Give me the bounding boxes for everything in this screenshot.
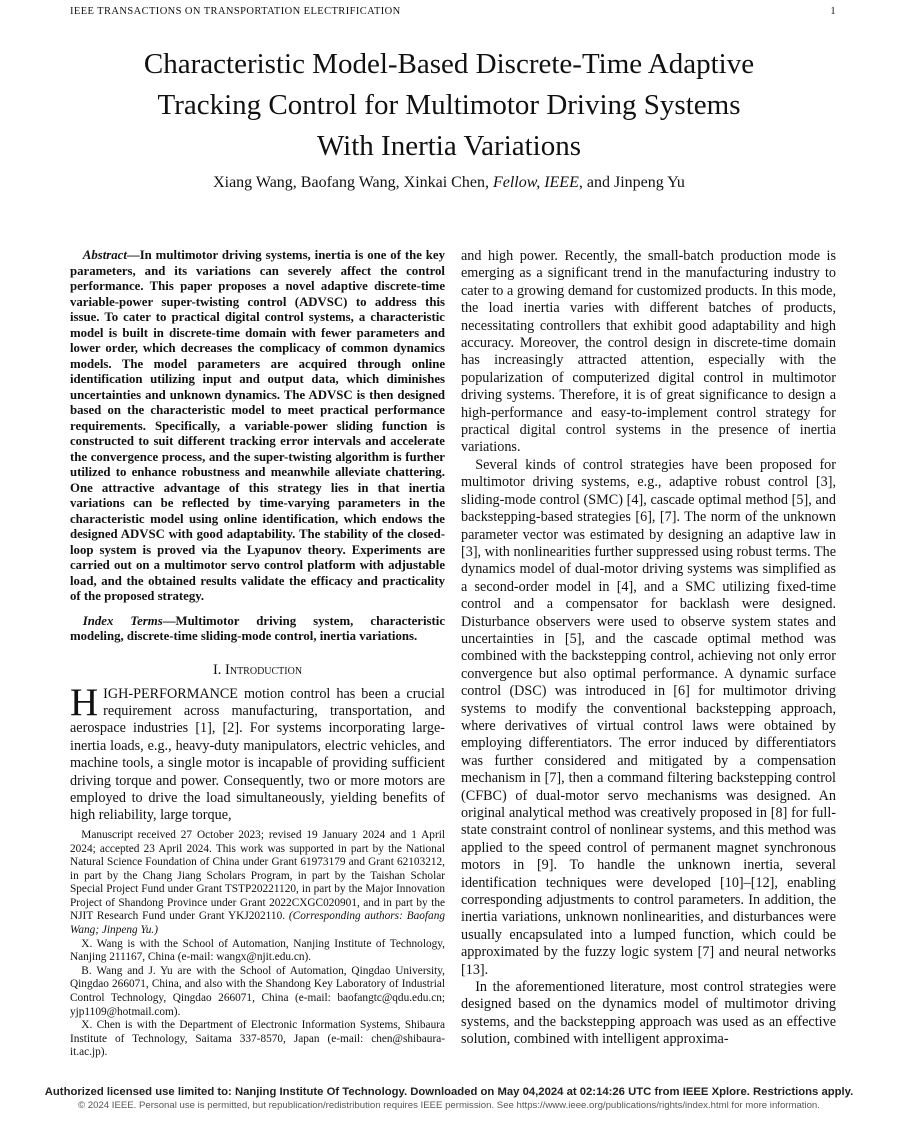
- journal-title: IEEE TRANSACTIONS ON TRANSPORTATION ELECTRIFICATION: [70, 6, 401, 17]
- abstract-label: Abstract: [82, 248, 127, 262]
- intro-paragraph-text: IGH-PERFORMANCE motion control has been a crucial requirement across manufacturing, transportation, and aerospace industries [1], [2]. For systems incorporating large-inertia loads, e.g., heavy-duty manipulators, electric vehicles, and machine tools, a single motor is incapable of providing sufficient driving torque and power. Consequently, two or more motors are employed to drive the load simultaneously, yielding benefits of high reliability, large torque,: [70, 685, 445, 824]
- abstract-paragraph: [70, 248, 445, 605]
- paper-title-line: Characteristic Model-Based Discrete-Time Adaptive: [143, 48, 755, 80]
- footnote-manuscript-text: Manuscript received 27 October 2023; revised 19 January 2024 and 1 April 2024; accepted 23 April 2024. This work was supported in part by the National Natural Science Foundation of China under Grant 61973179 and Grant 62103212, in part by the Chang Jiang Scholars Program, in part by the Taishan Scholar Special Project Fund under Grant TSTP20221120, in part by the Major Innovation Project of Shandong Province under Grant 2022CXGC020901, and in part by the NJIT Research Fund under Grant YKJ202110.: [70, 828, 445, 923]
- author-names: , and Jinpeng Yu: [578, 174, 685, 191]
- index-terms-paragraph: [70, 614, 445, 645]
- left-column: [70, 248, 445, 1060]
- index-terms-label: Index Terms: [82, 613, 163, 628]
- index-terms-text: —Multimotor driving system, characteristic modeling, discrete-time sliding-mode control, inertia variations.: [70, 613, 445, 643]
- footnotes-block: [70, 829, 445, 1060]
- drop-cap: H: [70, 680, 99, 724]
- two-column-body: [70, 248, 836, 1060]
- body-paragraph: and high power. Recently, the small-batch production mode is emerging as a significant trend in the manufacturing industry to cater to a growing demand for customized products. In this mode, the load inertia varies with different batches of products, necessitating controllers that exhibit good adaptability and high accuracy. Moreover, the control design in discrete-time domain has increasingly attracted attention, especially with the popularization of computerized digital control in multimotor driving systems. Therefore, it is of great significance to design a high-performance and easy-to-implement control strategy for practical digital control systems in the presence of inertia variations.: [461, 248, 836, 456]
- paper-title-line: With Inertia Variations: [316, 130, 582, 162]
- abstract-text: —In multimotor driving systems, inertia is one of the key parameters, and its variations can severely affect the control performance. This paper proposes a novel adaptive discrete-time variable-power super-twisting control (ADVSC) to address this issue. To cater to practical digital control systems, a characteristic model is built in discrete-time domain with fewer parameters and lower order, which decreases the complicacy of common dynamics models. The model parameters are acquired through online identification utilizing input and output data, which diminishes uncertainties and unknown dynamics. The ADVSC is then designed based on the characteristic model to meet practical performance requirements. Specifically, a variable-power sliding function is constructed to suit different tracking error intervals and accelerate the convergence process, and the super-twisting algorithm is further utilized to enhance robustness and meanwhile alleviate chattering. One attractive advantage of this strategy lies in that inertia variations can be reflected by time-varying parameters in the characteristic model using online identification, which endows the designed ADVSC with good adaptability. The stability of the closed-loop system is proved via the Lyapunov theory. Experiments are carried out on a multimotor servo control platform with adjustable load, and the obtained results validate the efficacy and practicality of the proposed strategy.: [70, 248, 445, 603]
- author-names: Xiang Wang, Baofang Wang, Xinkai Chen,: [213, 174, 493, 191]
- body-paragraph: In the aforementioned literature, most control strategies were designed based on the dynamics model of multimotor driving systems, and the backstepping approach was used as an effective solution, combined with intelligent approxima-: [461, 979, 836, 1048]
- paper-title-line: Tracking Control for Multimotor Driving Systems: [157, 89, 741, 121]
- paper-title: [50, 44, 848, 167]
- right-column: [461, 248, 836, 1060]
- intro-paragraph: [70, 680, 445, 825]
- running-header: [70, 6, 836, 17]
- corresponding-authors-note: (Corresponding authors: Baofang Wang; Jinpeng Yu.): [70, 910, 445, 937]
- footnote-affiliation-xwang: X. Wang is with the School of Automation, Nanjing Institute of Technology, Nanjing 211167, China (e-mail: wangx@njit.edu.cn).: [70, 937, 445, 964]
- footer-license-line: Authorized licensed use limited to: Nanjing Institute Of Technology. Downloaded on May 04,2024 at 02:14:26 UTC from IEEE Xplore. Restrictions apply.: [44, 1086, 854, 1098]
- footnote-manuscript: [70, 829, 445, 938]
- author-fellow-designation: Fellow, IEEE: [492, 174, 579, 191]
- footnote-affiliation-bwang-jyu: B. Wang and J. Yu are with the School of Automation, Qingdao University, Qingdao 266071, China, and also with the Shandong Key Laboratory of Industrial Control Technology, Qingdao 266071, China (e-mail: baofangtc@qdu.edu.cn; yjp1109@hotmail.com).: [70, 964, 445, 1018]
- body-paragraph: Several kinds of control strategies have been proposed for multimotor driving systems, e.g., adaptive robust control [3], sliding-mode control (SMC) [4], cascade optimal method [5], and backstepping-based strategies [6], [7]. The norm of the unknown parameter vector was estimated by designing an adaptive law in [3], with nonlinearities further suppressed using robust terms. The dynamics model of dual-motor driving systems was simplified as a second-order model in [4], and a SMC utilizing fixed-time control and a compensator for backlash were designed. Disturbance observers were used to observe system states and uncertainties in [5], and the cascade optimal method was combined with the backstepping control, achieving not only error convergence but also optimal performance. A dynamic surface control (DSC) was introduced in [6] for multimotor driving systems to modify the conventional backstepping approach, where derivatives of virtual control laws were obtained by employing differentiators. The error induced by differentiators was further considered and mitigated by a compensation mechanism in [7], then a command filtering backstepping control (CFBC) of dual-motor servo mechanisms was designed. An original analytical method was creatively proposed in [8] for full-state constraint control of nonlinear systems, and this method was applied to the speed control of permanent magnet synchronous motors in [9]. To handle the unknown inertia, several identification techniques were developed [10]–[12], enabling corresponding adjustments to control parameters. In addition, the inertia variations, unknown nonlinearities, and disturbances were usually encapsulated into a lumped function, which could be approximated by the fuzzy logic system [7] and neural networks [13].: [461, 456, 836, 978]
- footnote-affiliation-xchen: X. Chen is with the Department of Electronic Information Systems, Shibaura Institute of Technology, Saitama 337-8570, Japan (e-mail: chen@shibaura-it.ac.jp).: [70, 1019, 445, 1059]
- page-number: 1: [830, 6, 836, 17]
- footer-copyright-line: © 2024 IEEE. Personal use is permitted, but republication/redistribution requires IEEE permission. See https://www.ieee.org/publications/rights/index.html for more information.: [78, 1100, 820, 1111]
- section-heading-introduction: I. Introduction: [212, 661, 303, 678]
- footer: [0, 1086, 898, 1111]
- authors-line: [50, 174, 848, 192]
